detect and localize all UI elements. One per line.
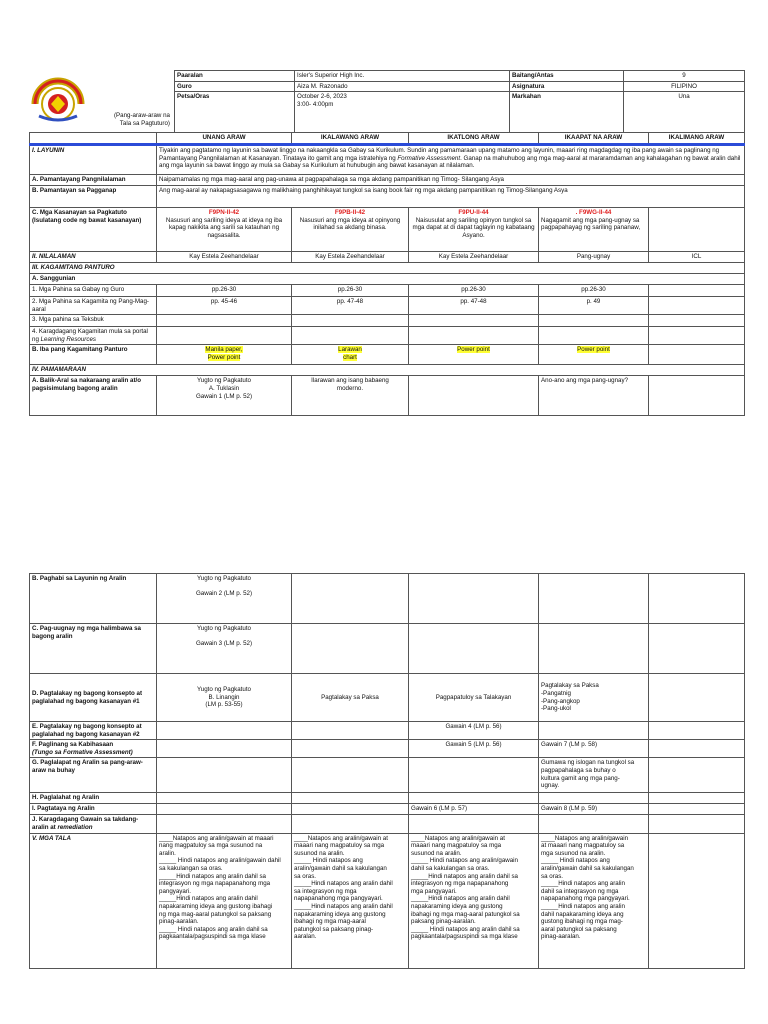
paghahabi-day-2 [292,574,409,624]
teksbuk-row [30,315,745,327]
kagamitang-pahina-day-3: pp. 47-48 [409,297,539,315]
teksbuk-day-2 [292,315,409,327]
kasanayan-code: F9PU-II-44 [458,209,489,216]
takdang-aralin-day-1 [157,815,292,833]
takdang-aralin-day-5 [649,815,745,833]
sanggunian-row [30,274,745,285]
note-line: _____Hindi natapos ang aralin dahil sa [411,872,518,880]
note-line: _____ Hindi natapos ang [294,857,363,865]
paglalahat-day-5 [649,793,745,804]
kasanayan-text: Naisusulat ang sariling opinyon tungkol sa mga dapat at di dapat taglayin ng kabataang Asyano. [412,216,535,239]
pagtataya-day-2 [292,804,409,815]
note-line: aralin/gawain dahil sa kakulangan [541,864,634,872]
note-line: napakaraming ideya ang gustong [294,910,386,918]
teksbuk-day-1 [157,315,292,327]
caption-line-1: (Pang-araw-araw na [113,112,170,119]
note-line: _____Hindi natapos ang aralin [541,902,625,910]
nilalaman-day-1: Kay Estela Zeehandelaar [157,252,292,263]
material-line: Power point [457,346,490,354]
takdang-aralin-day-2 [292,815,409,833]
kasanayan-day-4 [539,208,649,252]
note-line: sa oras. [294,872,317,880]
note-line: pagkaantala/pagsuspindi sa mga klase [411,933,518,941]
note-line: aaralan. [294,933,317,941]
takdang-aralin-label [30,815,157,833]
pagganap-label: B. Pamantayan sa Pagganap [30,186,157,208]
note-line: nang magpatuloy sa mga susunod na [159,842,263,850]
cell-line: Gawain 1 (LM p. 52) [195,392,253,400]
note-line: _____Hindi natapos ang aralin dahil [159,895,258,903]
paglalapat-day-2 [292,758,409,793]
note-line: dahil sa kakulangan sa oras. [411,864,490,872]
note-line: sa integrasyon ng mga [294,887,357,895]
tala-day-4 [539,833,649,968]
note-line: pagkaantala/pagsuspindi sa mga klase [159,933,266,941]
cell-line: B. Linangin [208,693,240,701]
note-line: _____ Hindi natapos ang aralin/gawain dahil [159,857,281,865]
kasanayan-label-1: C. Mga Kasanayan sa Pagkatuto [32,209,127,216]
cell-line: Pagtalakay sa Paksa [321,693,379,701]
kabihasaan-row [30,740,745,758]
cell-line: pagpapahalaga sa buhay o [541,766,616,774]
note-line: mga pangyayari. [411,887,457,895]
tala-day-3 [409,833,539,968]
asignatura-value: FILIPINO [624,81,745,92]
note-line: maaari nang magpatuloy sa mga [411,842,502,850]
nilalaman-day-4: Pang-ugnay [539,252,649,263]
note-line: napapanahong mga pangyayari. [294,895,383,903]
kagamitang-pahina-row [30,297,745,315]
day-header-1: UNANG ARAW [157,133,292,145]
paglalahat-day-4 [539,793,649,804]
portal-label-text: 4. Karagdagang Kagamitan mula sa portal ng [32,328,148,343]
paglalahad2-day-2 [292,722,409,740]
pagtataya-row [30,804,745,815]
gabay-label: 1. Mga Pahina sa Gabay ng Guro [30,285,157,297]
kagamitang-pahina-label: 2. Mga Pahina sa Kagamita ng Pang-Mag-aaral [30,297,157,315]
kagamitang-pahina-day-4: p. 49 [539,297,649,315]
cell-line: moderno. [336,384,364,392]
guro-label: Guro [175,81,295,92]
cell-line: (LM p. 53-55) [205,701,243,709]
paglalahad2-day-5 [649,722,745,740]
pamamaraan-label: IV. PAMAMARAAN [30,365,745,376]
portal-day-1 [157,327,292,345]
paglalahad2-day-1 [157,722,292,740]
markahan-value: Una [624,92,745,134]
pagtataya-day-5 [649,804,745,815]
note-line: aaral patungkol sa paksang [541,925,617,933]
cell-line [159,633,289,641]
note-line: _____Hindi natapos ang aralin [541,880,625,888]
note-line: napapanahong mga pangyayari. [541,895,630,903]
balik-aral-day-4 [539,376,649,416]
note-line: at maaari nang magpatuloy sa [541,842,625,850]
paglalahad2-label: E. Pagtalakay ng bagong konsepto at paglalahad ng bagong kasanayan #2 [30,722,157,740]
cell-line: Ano-ano ang mga pang-ugnay? [541,377,629,385]
cell-line: -Pang-ukol [541,705,571,713]
balik-aral-day-5 [649,376,745,416]
material-line: Larawan [338,346,362,354]
kagamitang-pahina-day-5 [649,297,745,315]
cell-line: ugnay. [541,782,560,790]
nilalaman-label: II. NILALAMAN [30,252,157,263]
cell-line [159,583,289,591]
tala-day-5 [649,833,745,968]
portal-row [30,327,745,345]
kasanayan-text: Nasusuri ang mga ideya at opinyong inilahad sa akdang binasa. [299,216,401,232]
iba-pang-day-4 [539,345,649,365]
kasanayan-code: . F9WG-II-44 [575,209,612,216]
pag-uugnay-label: C. Pag-uugnay ng mga halimbawa sa bagong aralin [30,624,157,674]
baitang-value: 9 [624,71,745,82]
kasanayan-code: F9PN-II-42 [208,209,240,216]
portal-day-2 [292,327,409,345]
kasanayan-text: Nasusuri ang sariling ideya at ideya ng iba kapag nakikita ang sarili sa katauhan ng nagsasalita. [165,216,283,239]
pamamaraan-row [30,365,745,376]
note-line: _____Hindi natapos ang aralin dahil [294,902,393,910]
paglalahad2-row [30,722,745,740]
kasanayan-label-2: (Isulatang code ng bawat kasanayan) [32,216,142,224]
pagtataya-label: I. Pagtataya ng Aralin [30,804,157,815]
layunin-row [30,145,745,175]
cell-line: Yugto ng Pagkatuto [196,686,251,694]
paglalahad1-label: D. Pagtalakay ng bagong konsepto at paglalahad ng bagong kasanayan #1 [30,674,157,722]
iba-pang-day-1 [157,345,292,365]
cell-line: Gumawa ng islogan na tungkol sa [541,759,635,767]
paghahabi-day-5 [649,574,745,624]
paglalahad1-day-3 [409,674,539,722]
day-header-4: IKAAPAT NA ARAW [539,133,649,145]
markahan-label: Markahan [510,92,624,134]
balik-aral-row [30,376,745,416]
note-line: dahil napakaraming ideya ang [541,910,624,918]
balik-aral-day-3 [409,376,539,416]
kasanayan-day-5 [649,208,745,252]
paglalapat-day-1 [157,758,292,793]
note-line: sa oras. [541,872,564,880]
note-line: ng mga mag-aaral patungkol sa paksang [159,910,272,918]
day-header-row [30,133,745,145]
note-line: integrasyon ng mga napapanahong mga [159,880,271,888]
note-line: pinag-aaralan. [159,918,199,926]
cell-line: Ilarawan ang isang babaeng [311,377,389,385]
pag-uugnay-day-2 [292,624,409,674]
iba-pang-day-2 [292,345,409,365]
note-line: _____Hindi natapos ang aralin dahil sa [159,872,266,880]
petsa-date: October 2-6, 2023 [297,93,347,101]
guro-value: Aiza M. Razonado [295,81,510,92]
paglalahad2-day-4 [539,722,649,740]
kasanayan-label [30,208,157,252]
nilalaman-day-3: Kay Estela Zeehandelaar [409,252,539,263]
kasanayan-day-2 [292,208,409,252]
takdang-aralin-day-4 [539,815,649,833]
gabay-day-1: pp.26-30 [157,285,292,297]
note-line: _____Hindi natapos ang aralin dahil [294,880,393,888]
cell-line: kultura gamit ang mga pang- [541,774,620,782]
pangnilalaman-label: A. Pamantayang Pangnilalaman [30,175,157,186]
material-line: Manila paper, [205,346,243,354]
cell-line: Pagpapatuloy sa Talakayan [435,693,512,701]
kabihasaan-label [30,740,157,758]
iba-pang-day-5 [649,345,745,365]
tala-label: V. MGA TALA [30,833,157,968]
portal-day-3 [409,327,539,345]
paaralan-label: Paaralan [175,71,295,82]
paglalahad1-day-1 [157,674,292,722]
pangnilalaman-value: Naipamamalas ng mga mag-aaral ang pag-unawa at pagpapahalaga sa mga akdang pampanitikan ng Timog- Silangang Asya [157,175,745,186]
note-line: _____ Hindi natapos ang aralin/gawain [411,857,518,865]
layunin-label: I. LAYUNIN [30,145,157,175]
pagtataya-day-3: Gawain 6 (LM p. 57) [409,804,539,815]
note-line: sa kakulangan sa oras. [159,864,223,872]
takdang-aralin-text: J. Karagdagang Gawain sa takdang-aralin at [32,816,139,831]
tala-day-1 [157,833,292,968]
paglalahat-label: H. Paglalahat ng Aralin [30,793,157,804]
sanggunian-label: A. Sanggunian [30,274,745,285]
paglalahat-day-1 [157,793,292,804]
note-line: _____ Hindi natapos ang [541,857,610,865]
cell-line: Gawain 2 (LM p. 52) [195,590,253,598]
kabihasaan-day-2 [292,740,409,758]
cell-line: Yugto ng Pagkatuto [196,625,251,632]
paghahabi-day-3 [409,574,539,624]
note-line: _____Hindi natapos ang aralin dahil [411,895,510,903]
pag-uugnay-day-3 [409,624,539,674]
note-line: integrasyon ng mga napapanahong [411,880,509,888]
paaralan-value: Isler's Superior High Inc. [295,71,510,82]
kabihasaan-day-4: Gawain 7 (LM p. 58) [539,740,649,758]
lesson-table-part-2 [29,573,745,969]
material-line: chart [343,353,357,361]
pangnilalaman-row [30,175,745,186]
gabay-day-5 [649,285,745,297]
baitang-label: Baitang/Antas [510,71,624,82]
portal-day-4 [539,327,649,345]
tala-row [30,833,745,968]
note-line: gustong ibahagi ng mga mag- [541,918,623,926]
paglalahad2-day-3: Gawain 4 (LM p. 56) [409,722,539,740]
nilalaman-day-5: ICL [649,252,745,263]
material-line: Power point [207,353,241,361]
portal-label-em: Learning Resources [40,335,96,343]
pag-uugnay-day-1 [157,624,292,674]
day-header-blank [30,133,157,145]
cell-line: Yugto ng Pagkatuto [196,575,251,582]
day-header-2: IKALAWANG ARAW [292,133,409,145]
portal-day-5 [649,327,745,345]
note-line: pinag-aaralan. [541,933,581,941]
paglalahad1-row [30,674,745,722]
layunin-text-b: . Ganap na mahuhubog ang mga mag-aaral at mararamdaman ang kahalagahan ng bawat aralin dahil ang mga layunin sa bawat linggo ay mula sa Gabay sa Kurikulum at huhubugin ang bawat kasanayan at nilalaman. [159,154,741,170]
kabihasaan-day-5 [649,740,745,758]
teksbuk-day-5 [649,315,745,327]
kasanayan-day-1 [157,208,292,252]
teksbuk-label: 3. Mga pahina sa Teksbuk [30,315,157,327]
note-line: dahil sa integrasyon ng mga [541,887,619,895]
kasanayan-code: F9PB-II-42 [334,209,366,216]
petsa-label: Petsa/Oras [175,92,295,134]
gabay-day-4: pp.26-30 [539,285,649,297]
paglalapat-day-5 [649,758,745,793]
pagtataya-day-1 [157,804,292,815]
balik-aral-label: A. Balik-Aral sa nakaraang aralin at/o pagsisimulang bagong aralin [30,376,157,416]
paghahabi-label: B. Paghabi sa Layunin ng Aralin [30,574,157,624]
cell-line: Yugto ng Pagkatuto [196,377,251,385]
cell-line: Gawain 3 (LM p. 52) [195,640,253,648]
paghahabi-row [30,574,745,624]
header-info-table [174,70,745,134]
note-line: napakaraming ideya ang gustong [411,902,503,910]
iba-pang-row [30,345,745,365]
balik-aral-day-2 [292,376,409,416]
takdang-aralin-day-3 [409,815,539,833]
note-line: mga susunod na aralin. [541,849,606,857]
petsa-time: 3:00- 4:00pm [297,100,334,108]
note-line: ibahagi ng mga mag-aaral patungkol sa [411,910,520,918]
paglalapat-day-4 [539,758,649,793]
iba-pang-label: B. Iba pang Kagamitang Panturo [30,345,157,365]
asignatura-label: Asignatura [510,81,624,92]
layunin-text [157,145,745,175]
paghahabi-day-1 [157,574,292,624]
note-line: ibahagi ng mga mag-aaral [294,918,366,926]
note-line: ____Natapos ang aralin/gawain at [294,834,388,842]
kagamitang-pahina-day-2: pp. 47-48 [292,297,409,315]
takdang-aralin-em: remediation [57,823,93,831]
note-line: ____Natapos ang aralin/gawain [541,834,629,842]
note-line: pangyayari. [159,887,191,895]
kasanayan-day-3 [409,208,539,252]
petsa-value [295,92,510,134]
cell-line: -Pang-angkop [541,697,580,705]
paglalahad1-day-2 [292,674,409,722]
pagganap-value: Ang mag-aaral ay nakapagsasagawa ng malikhaing panghihikayat tungkol sa isang book fair ng mga akdang pampanitikan ng Timog-Silangang Asya [157,186,745,208]
school-seal-logo [29,74,87,126]
note-line: ____Natapos ang aralin/gawain at maaari [159,834,274,842]
note-line: aralin/gawain dahil sa kakulangan [294,864,387,872]
teksbuk-day-3 [409,315,539,327]
note-line: _____ Hindi natapos ang aralin dahil sa [159,925,268,933]
layunin-text-em: Formative Assessment [397,154,461,162]
paglalahat-day-2 [292,793,409,804]
note-line: paksang pinag-aaralan. [411,918,476,926]
cell-line: -Pangatnig [541,689,571,697]
note-line: aralin. [159,849,176,857]
material-line: Power point [577,346,610,354]
kabihasaan-label-text: F. Paglinang sa Kabihasaan [32,741,114,749]
paglalahad1-day-4 [539,674,649,722]
kasanayan-row [30,208,745,252]
teksbuk-day-4 [539,315,649,327]
paglalahat-day-3 [409,793,539,804]
balik-aral-day-1 [157,376,292,416]
gabay-row [30,285,745,297]
pagganap-row [30,186,745,208]
cell-line: Pagtalakay sa Paksa [541,682,599,690]
day-header-3: IKATLONG ARAW [409,133,539,145]
tala-day-2 [292,833,409,968]
note-line: ____Natapos ang aralin/gawain at [411,834,505,842]
kagamitang-pahina-day-1: pp. 45-46 [157,297,292,315]
paglalapat-row [30,758,745,793]
nilalaman-day-2: Kay Estela Zeehandelaar [292,252,409,263]
kabihasaan-day-1 [157,740,292,758]
pag-uugnay-row [30,624,745,674]
note-line: susunod na aralin. [294,849,345,857]
layunin-text-a: Tiyakin ang pagtatamo ng layunin sa bawat linggo na nakaangkla sa Gabay sa Kurikulum. Sundin ang pamamaraan upang matamo ang layunin, maaari ring magdagdag ng iba pang awain sa paglinang ng Pamantayang Pangnilalaman at Kasanayan. Tinataya ito gamit ang mga istratehiya ng [159,147,720,162]
note-line: napakaraming ideya ang gustong ibahagi [159,902,273,910]
portal-label [30,327,157,345]
note-line: _____ Hindi natapos ang aralin dahil sa [411,925,520,933]
paglalapat-day-3 [409,758,539,793]
gabay-day-3: pp.26-30 [409,285,539,297]
paglalahad1-day-5 [649,674,745,722]
kagamitan-row [30,263,745,274]
caption [90,112,170,127]
note-line: maaari nang magpatuloy sa mga [294,842,385,850]
nilalaman-row [30,252,745,263]
pag-uugnay-day-4 [539,624,649,674]
gabay-day-2: pp.26-30 [292,285,409,297]
day-header-5: IKALIMANG ARAW [649,133,745,145]
note-line: susunod na aralin. [411,849,462,857]
kagamitan-label: III. KAGAMITANG PANTURO [30,263,745,274]
lesson-table-part-1 [29,132,745,416]
caption-line-2: Tala sa Pagtuturo) [119,119,170,127]
cell-line: A. Tuklasin [208,384,240,392]
paglalapat-label: G. Paglalapat ng Aralin sa pang-araw-araw na buhay [30,758,157,793]
paglalahat-row [30,793,745,804]
kabihasaan-label-sub: (Tungo sa Formative Assessment) [32,748,133,756]
kasanayan-text: Nagagamit ang mga pang-ugnay sa pagpapahayag ng sariling pananaw, [541,216,641,232]
paghahabi-day-4 [539,574,649,624]
pag-uugnay-day-5 [649,624,745,674]
takdang-aralin-row [30,815,745,833]
pagtataya-day-4: Gawain 8 (LM p. 59) [539,804,649,815]
iba-pang-day-3 [409,345,539,365]
note-line: patungkol sa paksang pinag- [294,925,374,933]
kabihasaan-day-3: Gawain 5 (LM p. 56) [409,740,539,758]
